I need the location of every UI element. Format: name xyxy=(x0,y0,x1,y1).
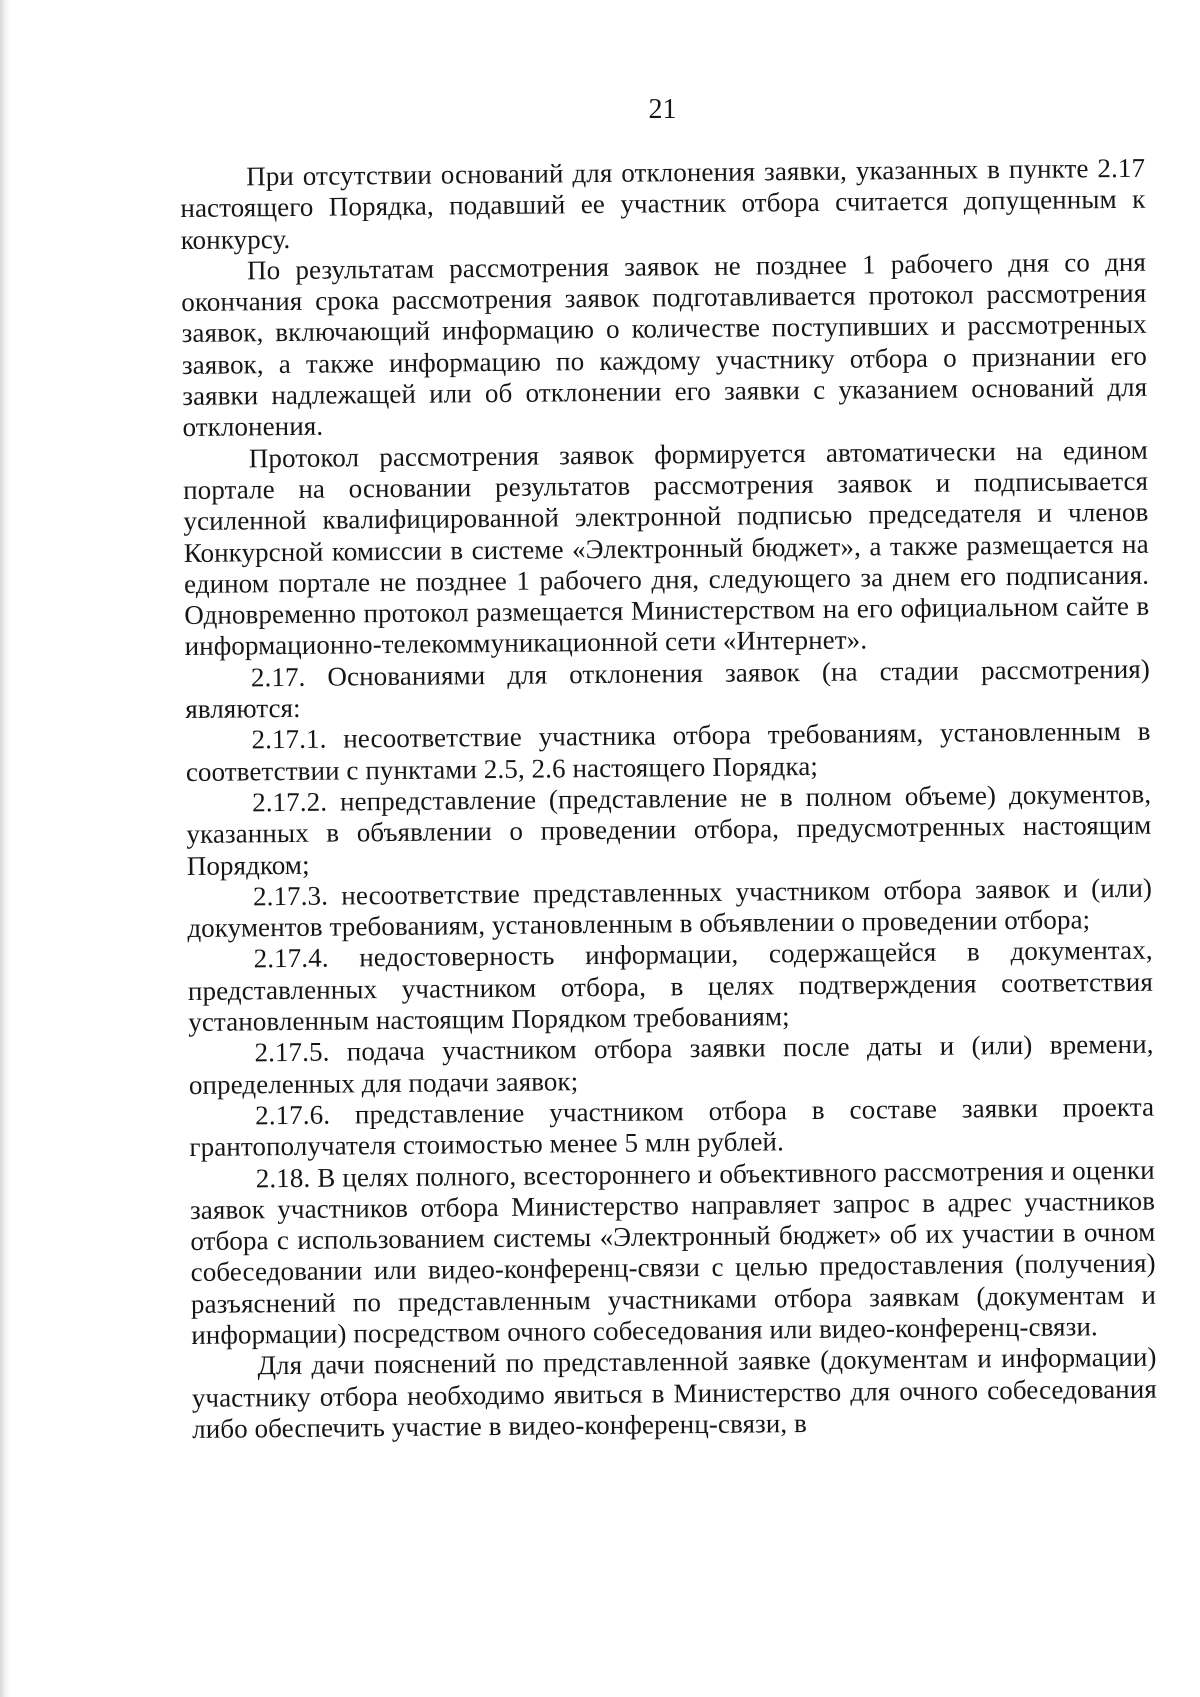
paragraph-review-protocol: По результатам рассмотрения заявок не позднее 1 рабочего дня со дня окончания срока рассмотрения заявок подготавливается протокол рассмотрения заявок, включающий информацию о количестве поступивших и рассмотренных заявок, а также информацию по каждому участнику отбора о признании его заявки надлежащей или об отклонении его заявки с указанием оснований для отклонения. xyxy=(181,246,1148,443)
paragraph-explanations: Для дачи пояснений по представленной заявке (документам и информации) участнику отбора необходимо явиться в Министерство для очного собеседования либо обеспечить участие в видео-конференц-связи, в xyxy=(191,1341,1157,1444)
clause-2-17-4: 2.17.4. недостоверность информации, содержащейся в документах, представленных участником отбора, в целях подтверждения соответствия установленным настоящим Порядком требованиям; xyxy=(187,935,1154,1037)
paragraph-protocol-publication: Протокол рассмотрения заявок формируется автоматически на едином портале на основании результатов рассмотрения заявок и подписывается усиленной квалифицированной электронной подписью председателя и членов Конкурсной комиссии в системе «Электронный бюджет», а также размещается на едином портале не позднее 1 рабочего дня, следующего за днем его подписания. Одновременно протокол размещается Министерством на его официальном сайте в информационно-телекоммуникационной сети «Интернет». xyxy=(183,434,1150,662)
scan-edge-shadow xyxy=(0,0,10,1697)
clause-2-17-3: 2.17.3. несоответствие представленных участником отбора заявок и (или) документов требованиям, установленным в объявлении о проведении отбора; xyxy=(187,872,1153,944)
clause-2-17: 2.17. Основаниями для отклонения заявок (на стадии рассмотрения) являются: xyxy=(185,653,1151,725)
clause-2-17-1: 2.17.1. несоответствие участника отбора требованиям, установленным в соответствии с пунктами 2.5, 2.6 настоящего Порядка; xyxy=(185,716,1151,787)
clause-2-17-6: 2.17.6. представление участником отбора в составе заявки проекта грантополучателя стоимостью менее 5 млн рублей. xyxy=(189,1091,1155,1163)
page-number: 21 xyxy=(648,94,677,125)
paragraph-admission: При отсутствии оснований для отклонения заявки, указанных в пункте 2.17 настоящего Порядка, подавший ее участник отбора считается допущенным к конкурсу. xyxy=(180,152,1146,255)
clause-2-17-5: 2.17.5. подача участником отбора заявки после даты и (или) времени, определенных для подачи заявок; xyxy=(188,1029,1154,1100)
clause-2-18: 2.18. В целях полного, всестороннего и объективного рассмотрения и оценки заявок участников отбора Министерство направляет запрос в адрес участников отбора с использованием системы «Электронный бюджет» об их участии в очном собеседовании или видео-конференц-связи с целью предоставления (получения) разъяснений по представленным участниками отбора заявкам (документам и информации) посредством очного собеседования или видео-конференц-связи. xyxy=(189,1154,1157,1350)
clause-2-17-2: 2.17.2. непредставление (представление не в полном объеме) документов, указанных в объявлении о проведении отбора, предусмотренных настоящим Порядком; xyxy=(186,778,1152,881)
document-body xyxy=(180,153,1157,1445)
document-page xyxy=(180,0,1157,1697)
